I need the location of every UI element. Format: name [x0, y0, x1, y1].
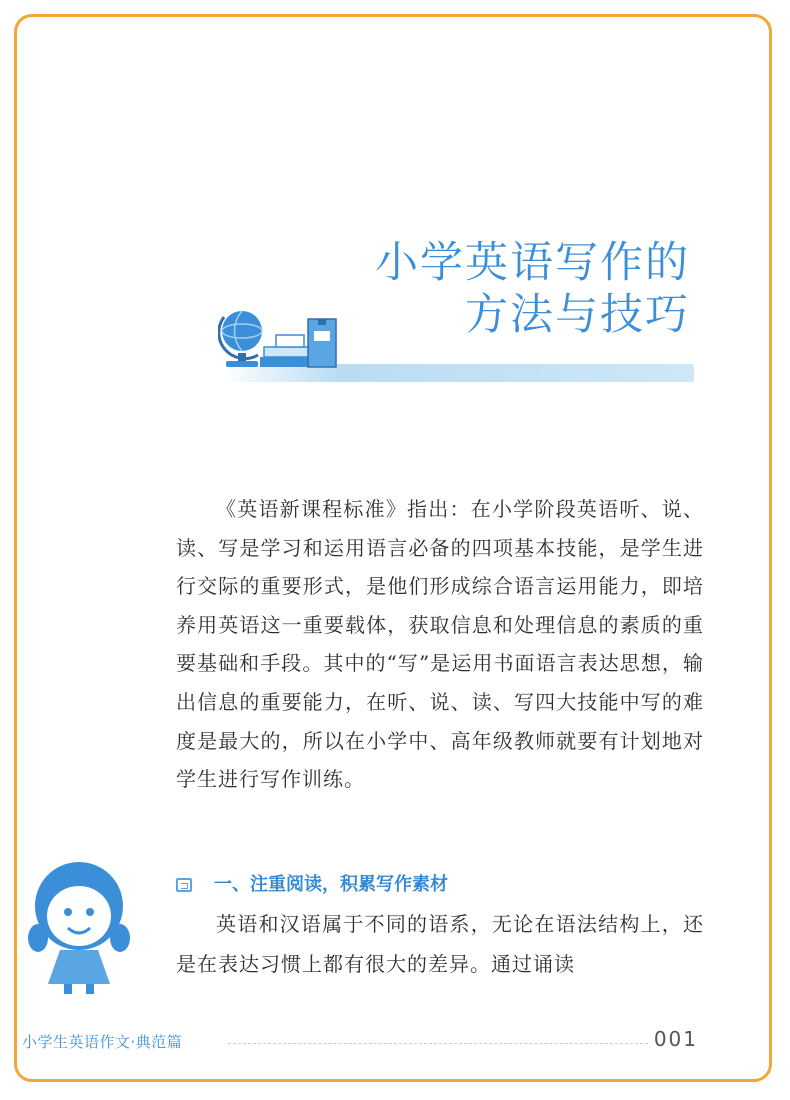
intro-paragraph-block — [176, 490, 704, 799]
section-heading — [176, 873, 448, 897]
footer-book-title: 小学生英语作文·典范篇 — [22, 1033, 183, 1051]
section-heading-text: 一、注重阅读，积累写作素材 — [214, 874, 448, 895]
section-paragraph-block — [176, 904, 704, 984]
chapter-title — [375, 237, 690, 341]
globe-and-books-icon — [218, 305, 342, 375]
intro-paragraph: 《英语新课程标准》指出：在小学阶段英语听、说、读、写是学习和运用语言必备的四项基本技能，是学生进行交际的重要形式，是他们形成综合语言运用能力，即培养用英语这一重要载体，获取信息和处理信息的素质的重要基础和手段。其中的“写”是运用书面语言表达思想，输出信息的重要能力，在听、说、读、写四大技能中写的难度是最大的，所以在小学中、高年级教师就要有计划地对学生进行写作训练。 — [176, 497, 704, 792]
chapter-title-line1: 小学英语写作的 — [375, 238, 690, 288]
footer-divider — [228, 1043, 648, 1045]
chapter-title-line2: 方法与技巧 — [465, 290, 690, 340]
girl-mascot-icon — [24, 850, 134, 1000]
page-number: 001 — [653, 1027, 698, 1051]
section-marker-icon — [176, 878, 192, 892]
section-paragraph: 英语和汉语属于不同的语系，无论在语法结构上，还是在表达习惯上都有很大的差异。通过诵读 — [176, 912, 704, 976]
